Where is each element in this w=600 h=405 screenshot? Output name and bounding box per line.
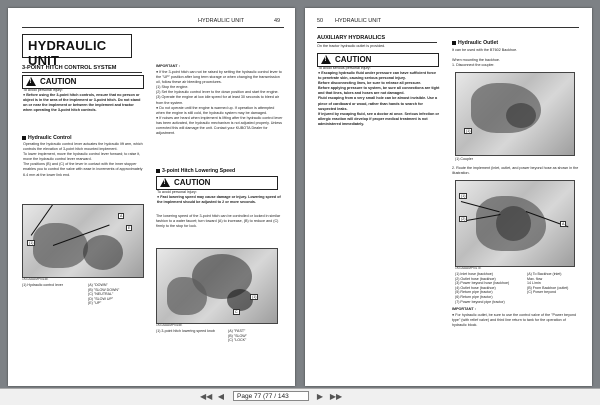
caution-label: CAUTION <box>335 55 372 64</box>
caution-label: CAUTION <box>40 77 77 86</box>
hydraulic-control-figure: (1) A E <box>22 204 144 278</box>
figure-4-id: 1KGAAAMPN17E <box>455 266 482 270</box>
caution-2-intro: To avoid personal injury: <box>157 190 197 194</box>
figure-2-id: 1KGAAAMPN15E <box>156 323 183 327</box>
page-header-title: HYDRAULIC UNIT <box>198 18 245 24</box>
caution-box <box>317 53 439 67</box>
figure-2-caption-left: (1) 3-point hitch lowering speed knob <box>156 329 215 333</box>
important-text: ● If the 3-point hitch can not be raised by setting the hydraulic control lever to the "UP" position after long term storage or when changing the transmission oil, follow these air bleeding procedures. (1) Stop the engine. (2) Set the hydraulic control lever to the down position and start the engine. (3) Operate the engine at low idle speed for at least 30 seconds to bleed air from the system. ● Do not operate until the engine is warmed up. If operation is attempted when the engine is still cold, the hydraulic system may be damaged. ● If noises are heard when implement is lifting after the hydraulic control lever has been activated, the hydraulic mechanism is not adjusted properly. Unless corrected this will damage the unit. Contact your KUBOTA Dealer for adjustment. <box>156 70 283 136</box>
lowering-speed-figure: (1) C <box>156 248 278 324</box>
figure-2-caption-right: (A) "FAST" (B) "SLOW" (C) "LOCK" <box>228 329 247 343</box>
section-rule <box>22 72 142 73</box>
section-intro: On the tractor hydraulic outlet is provided. <box>317 44 386 48</box>
hydraulic-control-title: Hydraulic Control <box>22 135 72 141</box>
section-title: 3-POINT HITCH CONTROL SYSTEM <box>22 65 117 71</box>
page-header-title: HYDRAULIC UNIT <box>335 18 382 24</box>
important-title: IMPORTANT : <box>452 307 476 311</box>
caution-label-2: CAUTION <box>174 178 211 187</box>
warning-triangle-icon <box>321 55 331 64</box>
last-page-icon[interactable]: ▶▶ <box>329 392 343 401</box>
warning-triangle-icon <box>160 178 170 187</box>
lowering-text: The lowering speed of the 3-point hitch can be controlled or locked in similar fashion to a water faucet; turn toward (A) to increase, (B) to reduce and (C) firmly to the stop for lock. <box>156 214 281 229</box>
header-rule <box>22 27 284 28</box>
warning-triangle-icon <box>26 77 36 86</box>
next-page-icon[interactable]: ▶ <box>316 392 324 401</box>
mount-instructions: When mounting the backhoe. 1. Disconnect the coupler. <box>452 58 500 68</box>
first-page-icon[interactable]: ◀◀ <box>200 392 213 401</box>
hydraulic-outlet-text: It can be used with the BT602 Backhoe. <box>452 48 518 52</box>
caution-text: ● Escaping hydraulic fluid under pressure can have sufficient force to penetrate skin, causing serious personal injury. Before disconnecting lines, be sure to release all pressure. Before applying pressure to system, be sure all connections are tight and that lines, tubes and hoses are not damaged. Fluid escaping from a very small hole can be almost invisible. Use a piece of cardboard or wood, rather than hands to search for suspected leaks. If injured by escaping fluid, see a doctor at once. Serious infection or allergic reaction will develop if proper medical treatment is not administered immediately. <box>318 71 440 126</box>
hydraulic-control-text: Operating the hydraulic control lever actuates the hydraulic lift arm, which controls the elevation of 3-point hitch mounted implement. To lower implement, move the hydraulic control lever forward; to raise it, move the hydraulic control lever rearward. The positions (B) and (C) of the lever in contact with the inner stopper enables you to control the valve with ease in increments of approximately 6.4 mm at the lower link end. <box>23 142 143 177</box>
section-rule <box>317 42 437 43</box>
hydraulic-outlet-title: Hydraulic Outlet <box>452 40 498 46</box>
section-title: AUXILIARY HYDRAULICS <box>317 35 386 41</box>
caution-intro: To avoid personal injury: <box>23 88 63 92</box>
important-title: IMPORTANT : <box>156 64 180 68</box>
caution-2-text: ● Fast lowering speed may cause damage or injury. Lowering speed of the implement should be adjusted to 2 or more seconds. <box>157 195 281 205</box>
page-header-number: 49 <box>274 18 281 24</box>
caution-intro: To avoid serious personal injury: <box>318 66 371 70</box>
page-right <box>305 8 592 386</box>
header-rule <box>317 27 579 28</box>
figure-1-caption-right: (A) "DOWN" (B) "SLOW DOWN" (C) "NEUTRAL" (D) "SLOW UP" (E) "UP" <box>88 283 120 306</box>
figure-4-caption-right: (A) To Backhoe (inlet) Max. flow 14 L/min (B) From Backhoe (outlet) (C) Power beyond <box>527 272 569 295</box>
coupler-figure: (1) <box>455 72 575 156</box>
hose-routing-figure: (1) (2) A <box>455 180 575 267</box>
page-number-input[interactable]: Page 77 (77 / 143 <box>233 391 309 401</box>
figure-1-id: 1KGAAAMPN14E <box>22 277 49 281</box>
caution-box-2 <box>156 176 278 190</box>
route-instructions: 2. Route the implement (inlet, outlet, and power beyond hose as shown in the illustration. <box>452 166 579 176</box>
figure-1-caption-left: (1) Hydraulic control lever <box>22 283 63 287</box>
caution-box <box>22 75 144 89</box>
page-header-number: 50 <box>317 18 324 24</box>
viewer-toolbar <box>0 388 600 405</box>
prev-page-icon[interactable]: ◀ <box>217 392 225 401</box>
figure-3-caption: (1) Coupler <box>455 157 473 161</box>
page-left <box>8 8 295 386</box>
caution-text: ● Before using the 3-point hitch controls, ensure that no person or object is in the area of the implement or 3-point hitch. Do not stand on or near the implement or between the implement and tractor when operating the 3-point hitch controls. <box>23 93 141 113</box>
important-text: ● For hydraulic outlet, be sure to use the control valve of the "Power beyond type" (with relief valve) and third line return to tank for the operation of hydraulic block. <box>452 313 577 328</box>
lowering-speed-title: 3-point Hitch Lowering Speed <box>156 168 235 174</box>
main-title: HYDRAULIC UNIT <box>28 38 107 68</box>
figure-4-caption-left: (1) Inlet hose (backhoe) (2) Outlet hose (backhoe) (3) Power beyond hose (backhoe) (4) Outlet hose (backhoe) (5) Return pipe (tractor) (6) Return pipe (tractor) (7) Power beyond pipe (tractor) <box>455 272 510 304</box>
